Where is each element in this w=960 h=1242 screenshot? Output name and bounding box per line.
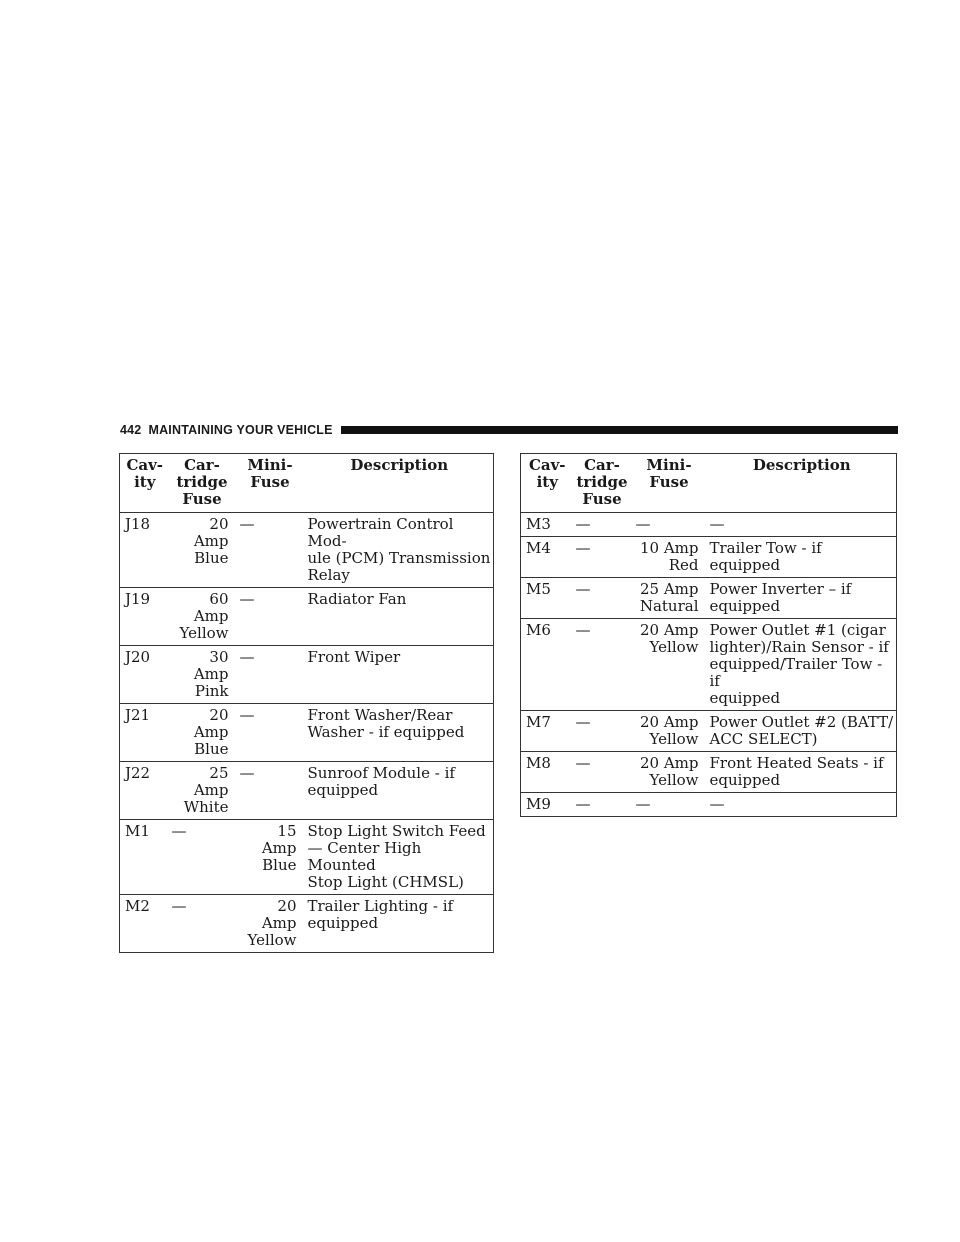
- table-row: [120, 513, 494, 588]
- col-header-description: Description: [705, 454, 897, 513]
- cell-cavity: M8: [521, 752, 571, 793]
- cell-mini-fuse: 20 Amp Yellow: [631, 752, 705, 793]
- cell-cavity: M1: [120, 820, 167, 895]
- cell-cartridge-fuse: —: [571, 793, 631, 817]
- table-row: [521, 513, 897, 537]
- fuse-table-right: [520, 453, 897, 817]
- cell-cartridge-fuse: 30 Amp Pink: [167, 646, 235, 704]
- cell-cartridge-fuse: —: [571, 537, 631, 578]
- col-header-cartridge-fuse: Car- tridge Fuse: [167, 454, 235, 513]
- table-row: [521, 752, 897, 793]
- cell-description: —: [705, 793, 897, 817]
- cell-cavity: M3: [521, 513, 571, 537]
- cell-cavity: M5: [521, 578, 571, 619]
- table-row: [120, 646, 494, 704]
- col-header-mini-fuse: Mini- Fuse: [631, 454, 705, 513]
- cell-mini-fuse: —: [235, 513, 303, 588]
- cell-description: Powertrain Control Mod- ule (PCM) Transmission Relay: [303, 513, 494, 588]
- col-header-cartridge-fuse: Car- tridge Fuse: [571, 454, 631, 513]
- cell-mini-fuse: —: [235, 588, 303, 646]
- cell-mini-fuse: 20 Amp Yellow: [631, 619, 705, 711]
- page-number: 442: [120, 423, 142, 437]
- cell-mini-fuse: —: [235, 762, 303, 820]
- table-row: [120, 762, 494, 820]
- cell-cartridge-fuse: 60 Amp Yellow: [167, 588, 235, 646]
- table-header-row: [120, 454, 494, 513]
- cell-cartridge-fuse: —: [167, 895, 235, 953]
- table-header-row: [521, 454, 897, 513]
- cell-description: Radiator Fan: [303, 588, 494, 646]
- cell-cartridge-fuse: —: [571, 619, 631, 711]
- header-rule: [341, 426, 898, 434]
- cell-mini-fuse: 20 Amp Yellow: [235, 895, 303, 953]
- table-row: [521, 793, 897, 817]
- cell-cavity: J18: [120, 513, 167, 588]
- cell-mini-fuse: —: [631, 513, 705, 537]
- col-header-mini-fuse: Mini- Fuse: [235, 454, 303, 513]
- table-row: [521, 619, 897, 711]
- cell-cavity: M6: [521, 619, 571, 711]
- page-header: [120, 420, 898, 440]
- table-row: [120, 820, 494, 895]
- cell-cartridge-fuse: —: [571, 752, 631, 793]
- table-row: [521, 578, 897, 619]
- cell-description: Sunroof Module - if equipped: [303, 762, 494, 820]
- cell-mini-fuse: —: [235, 646, 303, 704]
- col-header-cavity: Cav- ity: [120, 454, 167, 513]
- cell-cartridge-fuse: —: [571, 711, 631, 752]
- cell-description: Trailer Lighting - if equipped: [303, 895, 494, 953]
- cell-cavity: J19: [120, 588, 167, 646]
- cell-cartridge-fuse: 20 Amp Blue: [167, 513, 235, 588]
- cell-cartridge-fuse: 20 Amp Blue: [167, 704, 235, 762]
- cell-cartridge-fuse: —: [167, 820, 235, 895]
- cell-description: Stop Light Switch Feed — Center High Mounted Stop Light (CHMSL): [303, 820, 494, 895]
- cell-cartridge-fuse: —: [571, 513, 631, 537]
- cell-description: Front Heated Seats - if equipped: [705, 752, 897, 793]
- cell-cartridge-fuse: —: [571, 578, 631, 619]
- cell-mini-fuse: —: [631, 793, 705, 817]
- cell-mini-fuse: —: [235, 704, 303, 762]
- cell-description: Front Washer/Rear Washer - if equipped: [303, 704, 494, 762]
- cell-cavity: M7: [521, 711, 571, 752]
- table-row: [120, 588, 494, 646]
- table-row: [521, 711, 897, 752]
- cell-mini-fuse: 10 Amp Red: [631, 537, 705, 578]
- cell-cavity: J22: [120, 762, 167, 820]
- cell-mini-fuse: 20 Amp Yellow: [631, 711, 705, 752]
- cell-cavity: M2: [120, 895, 167, 953]
- cell-description: Power Outlet #2 (BATT/ ACC SELECT): [705, 711, 897, 752]
- cell-description: Power Inverter – if equipped: [705, 578, 897, 619]
- cell-mini-fuse: 25 Amp Natural: [631, 578, 705, 619]
- cell-mini-fuse: 15 Amp Blue: [235, 820, 303, 895]
- table-row: [120, 895, 494, 953]
- cell-cavity: J21: [120, 704, 167, 762]
- cell-description: Front Wiper: [303, 646, 494, 704]
- cell-cavity: M4: [521, 537, 571, 578]
- col-header-cavity: Cav- ity: [521, 454, 571, 513]
- cell-cavity: J20: [120, 646, 167, 704]
- table-row: [521, 537, 897, 578]
- cell-description: Trailer Tow - if equipped: [705, 537, 897, 578]
- cell-cartridge-fuse: 25 Amp White: [167, 762, 235, 820]
- fuse-table-left: [119, 453, 494, 953]
- col-header-description: Description: [303, 454, 494, 513]
- table-row: [120, 704, 494, 762]
- cell-description: Power Outlet #1 (cigar lighter)/Rain Sensor - if equipped/Trailer Tow - if equipped: [705, 619, 897, 711]
- section-title: MAINTAINING YOUR VEHICLE: [148, 423, 333, 437]
- cell-cavity: M9: [521, 793, 571, 817]
- cell-description: —: [705, 513, 897, 537]
